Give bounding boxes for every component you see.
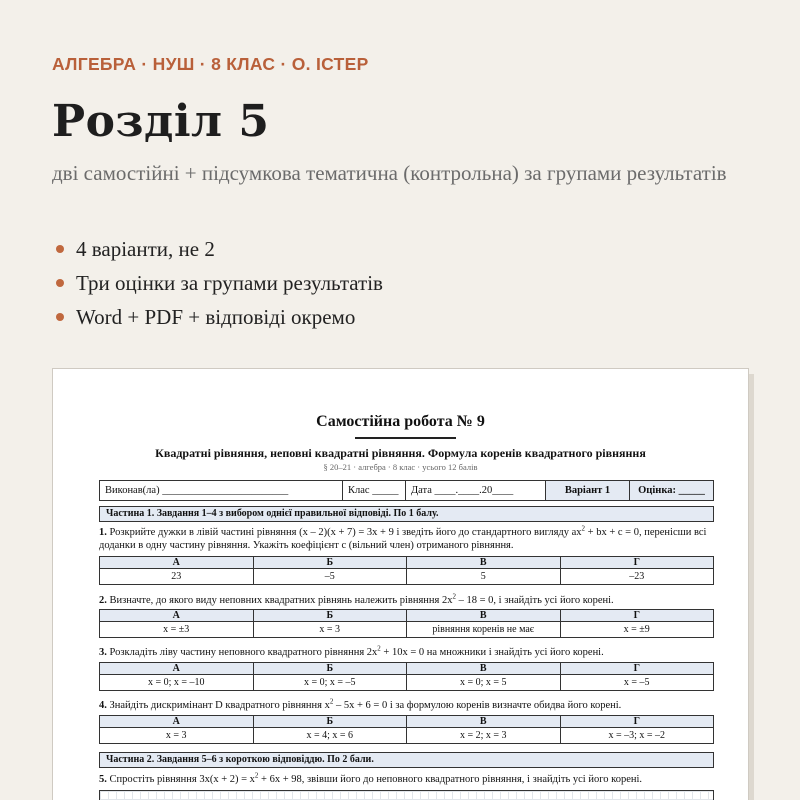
variant-label: Варіант 1 [546, 481, 630, 500]
page-title: Розділ 5 [52, 96, 270, 147]
worksheet-preview [52, 368, 749, 800]
feature-label: Три оцінки за групами результатів [76, 271, 383, 295]
option-header: В [407, 663, 561, 675]
option-cell: x = 0; x = –10 [100, 675, 254, 691]
option-cell: x = –5 [560, 675, 714, 691]
exponent: 2 [581, 524, 586, 533]
question-2 [99, 594, 714, 607]
part1-header: Частина 1. Завдання 1–4 з вибором однієї правильної відповіді. По 1 балу. [99, 506, 714, 522]
question-text-cont: + 10x = 0 на множники і знайдіть усі його корені. [380, 647, 604, 658]
answer-table-3 [99, 662, 714, 691]
feature-label: 4 варіанти, не 2 [76, 237, 215, 261]
option-cell: x = ±3 [100, 622, 254, 638]
page-subtitle: дві самостійні + підсумкова тематична (контрольна) за групами результатів [52, 161, 727, 185]
feature-item [52, 232, 383, 266]
question-4 [99, 699, 714, 712]
option-cell: x = 4; x = 6 [253, 728, 407, 744]
name-field: Виконав(ла) ________________________ [100, 481, 343, 500]
part2-header: Частина 2. Завдання 5–6 з короткою відповіддю. По 2 бали. [99, 752, 714, 768]
feature-item [52, 266, 383, 300]
question-text-cont: + bx + c = 0, перенісши всі доданки в одну частину рівняння. Укажіть коефіцієнт c (вільний член) отриманого рівняння. [99, 527, 707, 551]
exponent: 2 [329, 697, 334, 706]
answer-table-1 [99, 556, 714, 585]
option-header: Г [560, 663, 714, 675]
option-header: А [100, 557, 254, 569]
worksheet-subtitle: Квадратні рівняння, неповні квадратні рівняння. Формула коренів квадратного рівняння [155, 446, 646, 460]
question-3 [99, 646, 714, 659]
question-text: Розкрийте дужки в лівій частині рівняння (x – 2)(x + 7) = 3x + 9 і зведіть його до стандартного вигляду ax [106, 527, 582, 538]
question-text: Визначте, до якого виду неповних квадратних рівнянь належить рівняння 2x [106, 595, 453, 606]
date-field: Дата ____.____.20____ [406, 481, 546, 500]
option-cell: 5 [407, 569, 561, 585]
answer-grid-box [99, 790, 714, 800]
option-cell: x = 3 [253, 622, 407, 638]
student-info-bar [99, 480, 714, 501]
option-header: Г [560, 716, 714, 728]
question-number: 4. [99, 700, 107, 711]
bullet-dot-icon [56, 245, 64, 253]
feature-item [52, 300, 383, 334]
question-text-cont: – 18 = 0, і знайдіть усі його корені. [456, 595, 614, 606]
option-cell: –23 [560, 569, 714, 585]
question-text: Знайдіть дискримінант D квадратного рівняння x [106, 700, 330, 711]
feature-list [52, 232, 383, 334]
option-header: Г [560, 610, 714, 622]
exponent: 2 [452, 592, 456, 601]
option-cell: рівняння коренів не має [407, 622, 561, 638]
option-header: Б [253, 716, 407, 728]
question-1 [99, 526, 714, 552]
option-header: А [100, 716, 254, 728]
exponent: 2 [377, 644, 381, 653]
course-kicker: АЛГЕБРА · НУШ · 8 КЛАС · О. ІСТЕР [52, 54, 369, 74]
feature-label: Word + PDF + відповіді окремо [76, 305, 356, 329]
question-number: 5. [99, 774, 107, 785]
question-number: 2. [99, 595, 107, 606]
option-header: В [407, 716, 561, 728]
option-cell: x = –3; x = –2 [560, 728, 714, 744]
worksheet-meta: § 20–21 · алгебра · 8 клас · усього 12 балів [323, 462, 478, 472]
question-text: Спростіть рівняння 3x(x + 2) = x [106, 774, 255, 785]
question-text-cont: + 6x + 98, звівши його до неповного квадратного рівняння, і знайдіть усі його корені. [258, 774, 643, 785]
option-header: Б [253, 610, 407, 622]
grade-field: Оцінка: _____ [630, 481, 713, 500]
question-number: 3. [99, 647, 107, 658]
worksheet-title: Самостійна робота № 9 [316, 413, 485, 430]
question-text: Розкладіть ліву частину неповного квадратного рівняння 2x [106, 647, 378, 658]
option-cell: x = 3 [100, 728, 254, 744]
option-header: Б [253, 557, 407, 569]
question-number: 1. [99, 527, 107, 538]
answer-table-2 [99, 609, 714, 638]
bullet-dot-icon [56, 279, 64, 287]
option-cell: x = 0; x = 5 [407, 675, 561, 691]
option-cell: x = 2; x = 3 [407, 728, 561, 744]
option-header: Б [253, 663, 407, 675]
option-header: Г [560, 557, 714, 569]
title-underline [355, 437, 456, 439]
option-cell: –5 [253, 569, 407, 585]
question-text-cont: – 5x + 6 = 0 і за формулою коренів визначте обидва його корені. [333, 700, 622, 711]
question-5 [99, 773, 714, 786]
option-header: А [100, 663, 254, 675]
option-cell: 23 [100, 569, 254, 585]
option-header: В [407, 557, 561, 569]
answer-table-4 [99, 715, 714, 744]
class-field: Клас _____ [343, 481, 406, 500]
option-cell: x = 0; x = –5 [253, 675, 407, 691]
option-header: А [100, 610, 254, 622]
option-cell: x = ±9 [560, 622, 714, 638]
exponent: 2 [254, 771, 259, 780]
option-header: В [407, 610, 561, 622]
bullet-dot-icon [56, 313, 64, 321]
